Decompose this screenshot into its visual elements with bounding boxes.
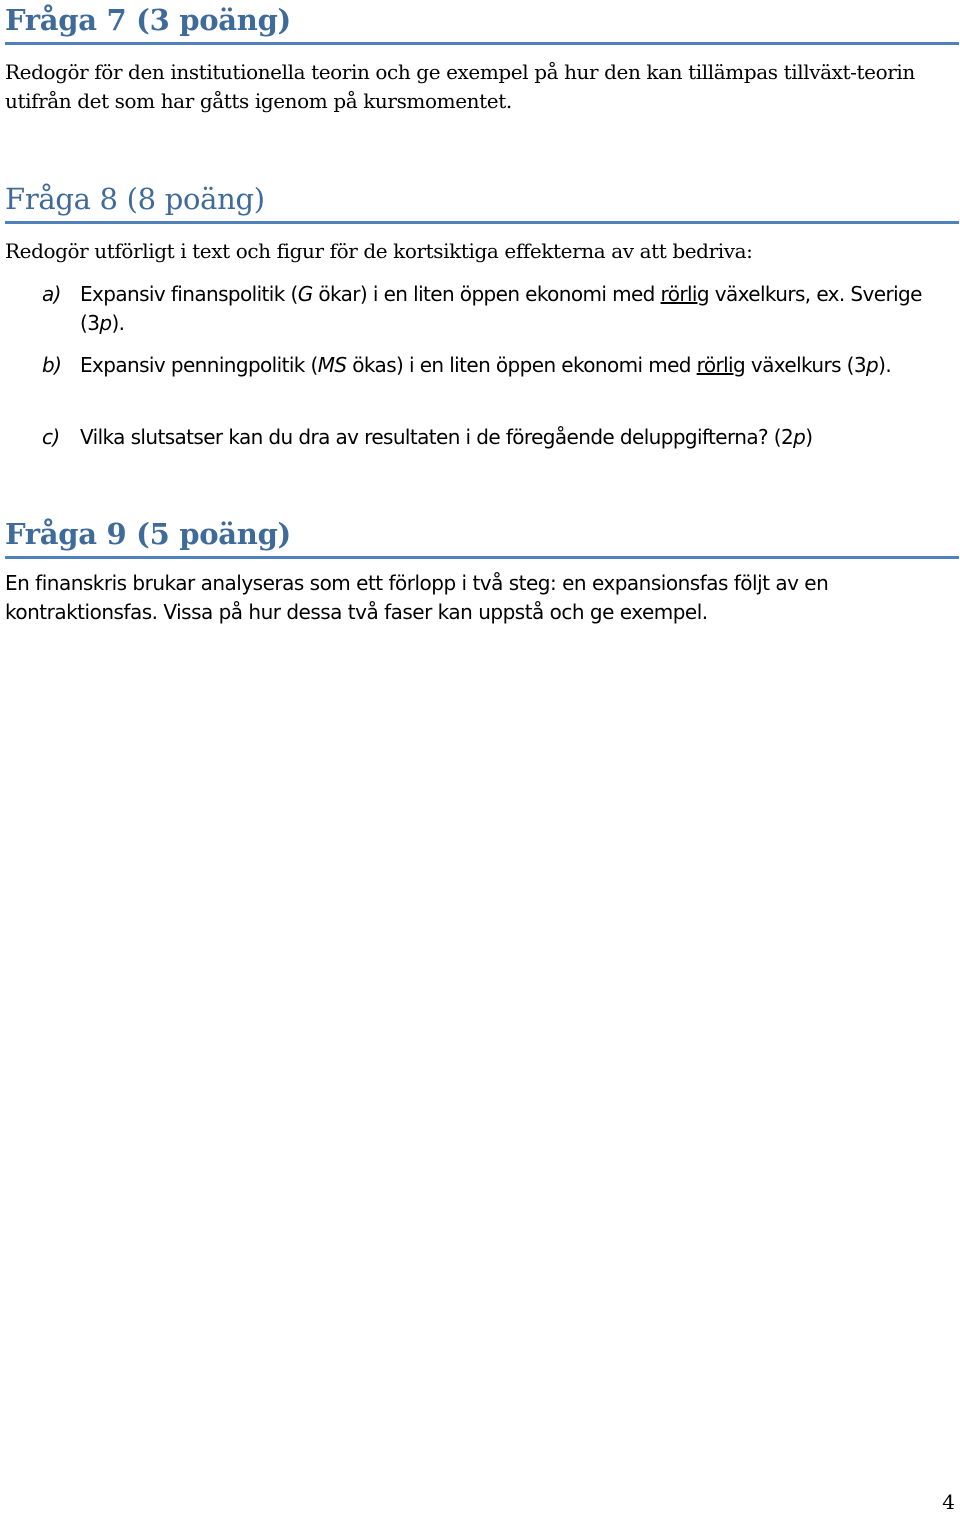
question-9-text: En finanskris brukar analyseras som ett förlopp i två steg: en expansionsfas följt av en kontraktionsfas. Vissa på hur dessa två faser kan uppstå och ge exempel. xyxy=(5,571,829,624)
item-c-points-unit: p xyxy=(793,425,806,449)
item-a-part: ökar) i en liten öppen ekonomi med xyxy=(312,282,661,306)
question-8-item-c xyxy=(42,423,957,452)
item-b-points-unit: p xyxy=(866,353,879,377)
item-b-variable: MS xyxy=(317,353,347,377)
question-8-item-b xyxy=(42,351,957,380)
item-b-part: ökas) i en liten öppen ekonomi med xyxy=(346,353,697,377)
item-a-text xyxy=(80,280,957,338)
item-c-part: Vilka slutsatser kan du dra av resultaten i de föregående deluppgifterna? (2 xyxy=(80,425,794,449)
item-c-part: ) xyxy=(805,425,813,449)
item-a-part: växelkurs, ex. Sverige (3 xyxy=(80,282,922,335)
question-8-item-a xyxy=(42,280,957,338)
item-a-part: ). xyxy=(111,311,125,335)
item-b-part: växelkurs (3 xyxy=(745,353,867,377)
item-a-label: a) xyxy=(42,282,61,306)
item-b-underlined: rörlig xyxy=(696,353,746,377)
question-7-text: Redogör för den institutionella teorin och ge exempel på hur den kan tillämpas tillväxt-teorin utifrån det som har gåtts igenom på kursmomentet. xyxy=(5,60,915,113)
item-a-variable: G xyxy=(297,282,313,306)
page-number: 4 xyxy=(942,1490,955,1514)
question-7-heading: Fråga 7 (3 poäng) xyxy=(5,2,959,45)
item-b-part: ). xyxy=(878,353,892,377)
item-c-label: c) xyxy=(42,425,60,449)
question-9-heading: Fråga 9 (5 poäng) xyxy=(5,516,959,559)
item-b-label: b) xyxy=(42,353,62,377)
item-b-part: Expansiv penningpolitik ( xyxy=(80,353,318,377)
item-c-text xyxy=(80,423,957,452)
item-a-underlined: rörlig xyxy=(660,282,709,306)
item-a-points-unit: p xyxy=(99,311,112,335)
item-b-text xyxy=(80,351,957,380)
item-a-part: Expansiv finanspolitik ( xyxy=(80,282,298,306)
question-8-heading: Fråga 8 (8 poäng) xyxy=(5,181,959,224)
question-8-intro: Redogör utförligt i text och figur för de kortsiktiga effekterna av att bedriva: xyxy=(5,239,753,263)
